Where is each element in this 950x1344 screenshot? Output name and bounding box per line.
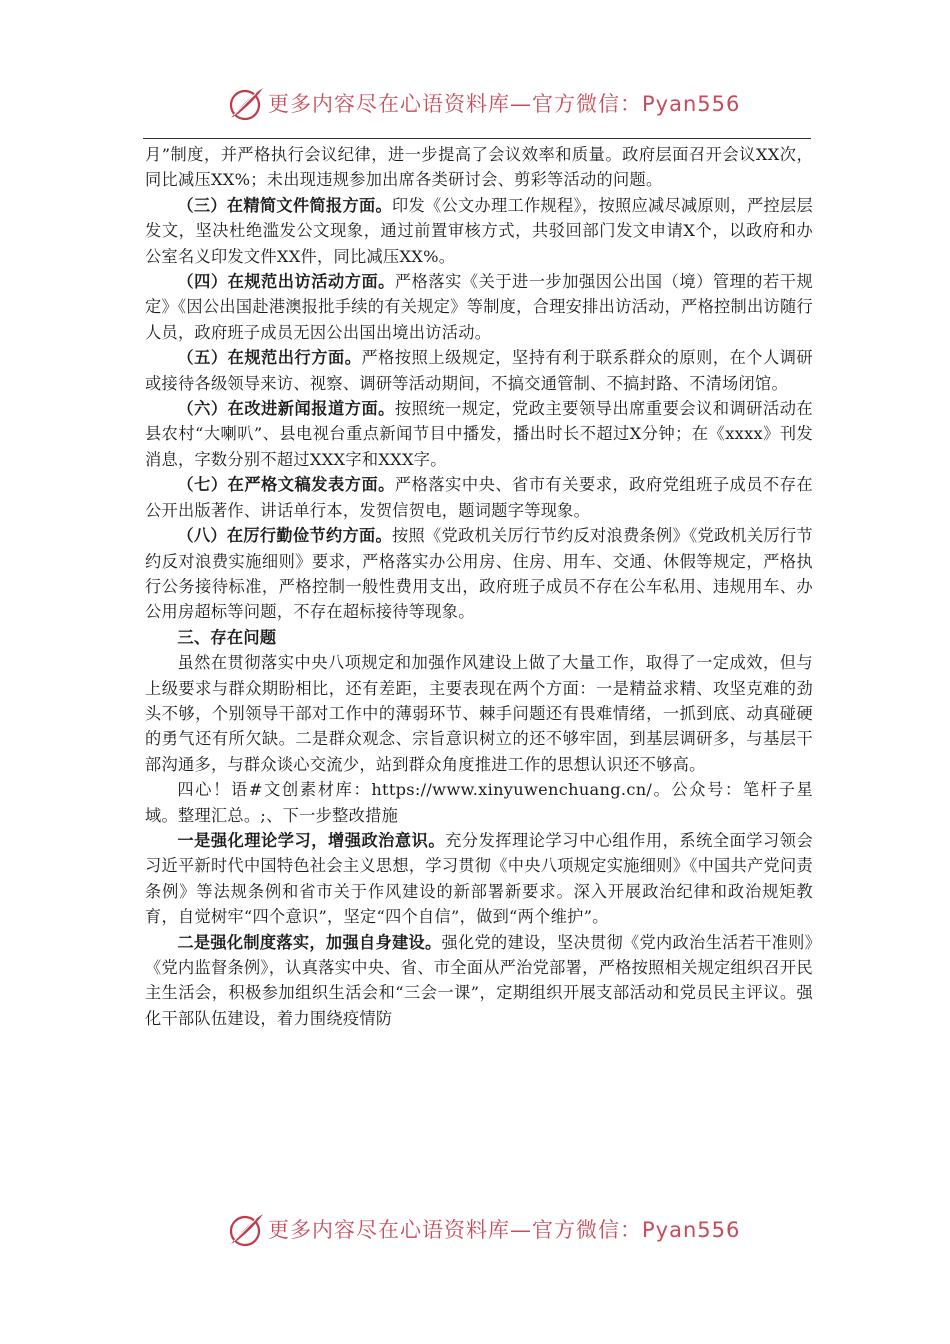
paragraph: （五）在规范出行方面。严格按照上级规定，坚持有利于联系群众的原则，在个人调研或接待各级领导来访、视察、调研等活动期间，不搞交通管制、不搞封路、不清场闭馆。: [145, 348, 813, 393]
paragraph: 月”制度，并严格执行会议纪律，进一步提高了会议效率和质量。政府层面召开会议XX次，同比减压XX%；未出现违规参加出席各类研讨会、剪彩等活动的问题。: [145, 145, 813, 190]
quill-pen-logo-icon: [226, 1210, 266, 1250]
paragraph-heading: （四）在规范出访活动方面。: [177, 272, 395, 292]
paragraph: 二是强化制度落实，加强自身建设。强化党的建设，坚决贯彻《党内政治生活若干准则》《党内监督条例》，认真落实中央、省、市全面从严治党部署，严格按照相关规定组织召开民主生活会，积极参加组织生活会和“三会一课”，定期组织开展支部活动和党员民主评议。强化干部队伍建设，着力围绕疫情防: [145, 932, 813, 1028]
paragraph: 一是强化理论学习，增强政治意识。充分发挥理论学习中心组作用，系统全面学习领会习近平新时代中国特色社会主义思想，学习贯彻《中央八项规定实施细则》《中国共产党问责条例》等法规条例和省市关于作风建设的新部署新要求。深入开展政治纪律和政治规矩教育，自觉树牢“四个意识”，坚定“四个自信”，做到“两个维护”。: [145, 830, 813, 927]
paragraph: （七）在严格文稿发表方面。严格落实中央、省市有关要求，政府党组班子成员不存在公开出版著作、讲话单行本，发贺信贺电，题词题字等现象。: [145, 475, 813, 520]
paragraph: 虽然在贯彻落实中央八项规定和加强作风建设上做了大量工作，取得了一定成效，但与上级要求与群众期盼相比，还有差距，主要表现在两个方面：一是精益求精、攻坚克难的劲头不够，个别领导干部对工作中的薄弱环节、棘手问题还有畏难情绪，一抓到底、动真碰硬的勇气还有所欠缺。二是群众观念、宗旨意识树立的还不够牢固，到基层调研多，与基层干部沟通多，与群众谈心交流少，站到群众角度推进工作的思想认识还不够高。: [145, 653, 813, 774]
paragraph-heading: （七）在严格文稿发表方面。: [177, 475, 395, 495]
paragraph: （四）在规范出访活动方面。严格落实《关于进一步加强因公出国（境）管理的若干规定》《因公出国赴港澳报批手续的有关规定》等制度，合理安排出访活动，严格控制出访随行人员，政府班子成员无因公出国出境出访活动。: [145, 272, 813, 342]
paragraph-heading: （六）在改进新闻报道方面。: [177, 399, 395, 419]
paragraph-heading: （五）在规范出行方面。: [177, 348, 362, 368]
paragraph: （六）在改进新闻报道方面。按照统一规定，党政主要领导出席重要会议和调研活动在县农村“大喇叭”、县电视台重点新闻节目中播发，播出时长不超过X分钟；在《xxxx》刊发消息，字数分别不超过XXX字和XXX字。: [145, 399, 813, 469]
paragraph: （八）在厉行勤俭节约方面。按照《党政机关厉行节约反对浪费条例》《党政机关厉行节约反对浪费实施细则》要求，严格落实办公用房、住房、用车、交通、休假等规定，严格执行公务接待标准，严格控制一般性费用支出，政府班子成员不存在公车私用、违规用车、办公用房超标等问题，不存在超标接待等现象。: [145, 526, 813, 622]
footer-banner-text: 更多内容尽在心语资料库—官方微信：Pyan556: [268, 1218, 741, 1242]
quill-pen-logo-icon: [226, 84, 266, 124]
header-banner: [0, 84, 950, 124]
paragraph-heading: （三）在精简文件简报方面。: [177, 195, 392, 215]
paragraph: 四心！语#文创素材库：https://www.xinyuwenchuang.cn/。公众号：笔杆子星域。整理汇总。;、下一步整改措施: [145, 780, 813, 825]
header-banner-text: 更多内容尽在心语资料库—官方微信：Pyan556: [268, 92, 741, 116]
footer-banner: [0, 1210, 950, 1250]
document-body: [145, 142, 813, 1031]
paragraph: （三）在精简文件简报方面。印发《公文办理工作规程》，按照应减尽减原则，严控层层发文，坚决杜绝滥发公文现象，通过前置审核方式，共驳回部门发文申请X个，以政府和办公室名义印发文件XX件，同比减压XX%。: [145, 195, 813, 266]
paragraph-heading: （八）在厉行勤俭节约方面。: [177, 526, 392, 546]
paragraph-heading: 一是强化理论学习，增强政治意识。: [177, 830, 446, 850]
header-divider: [143, 138, 811, 139]
paragraph-heading: 二是强化制度落实，加强自身建设。: [177, 932, 442, 952]
section-heading: 三、存在问题: [177, 627, 277, 647]
